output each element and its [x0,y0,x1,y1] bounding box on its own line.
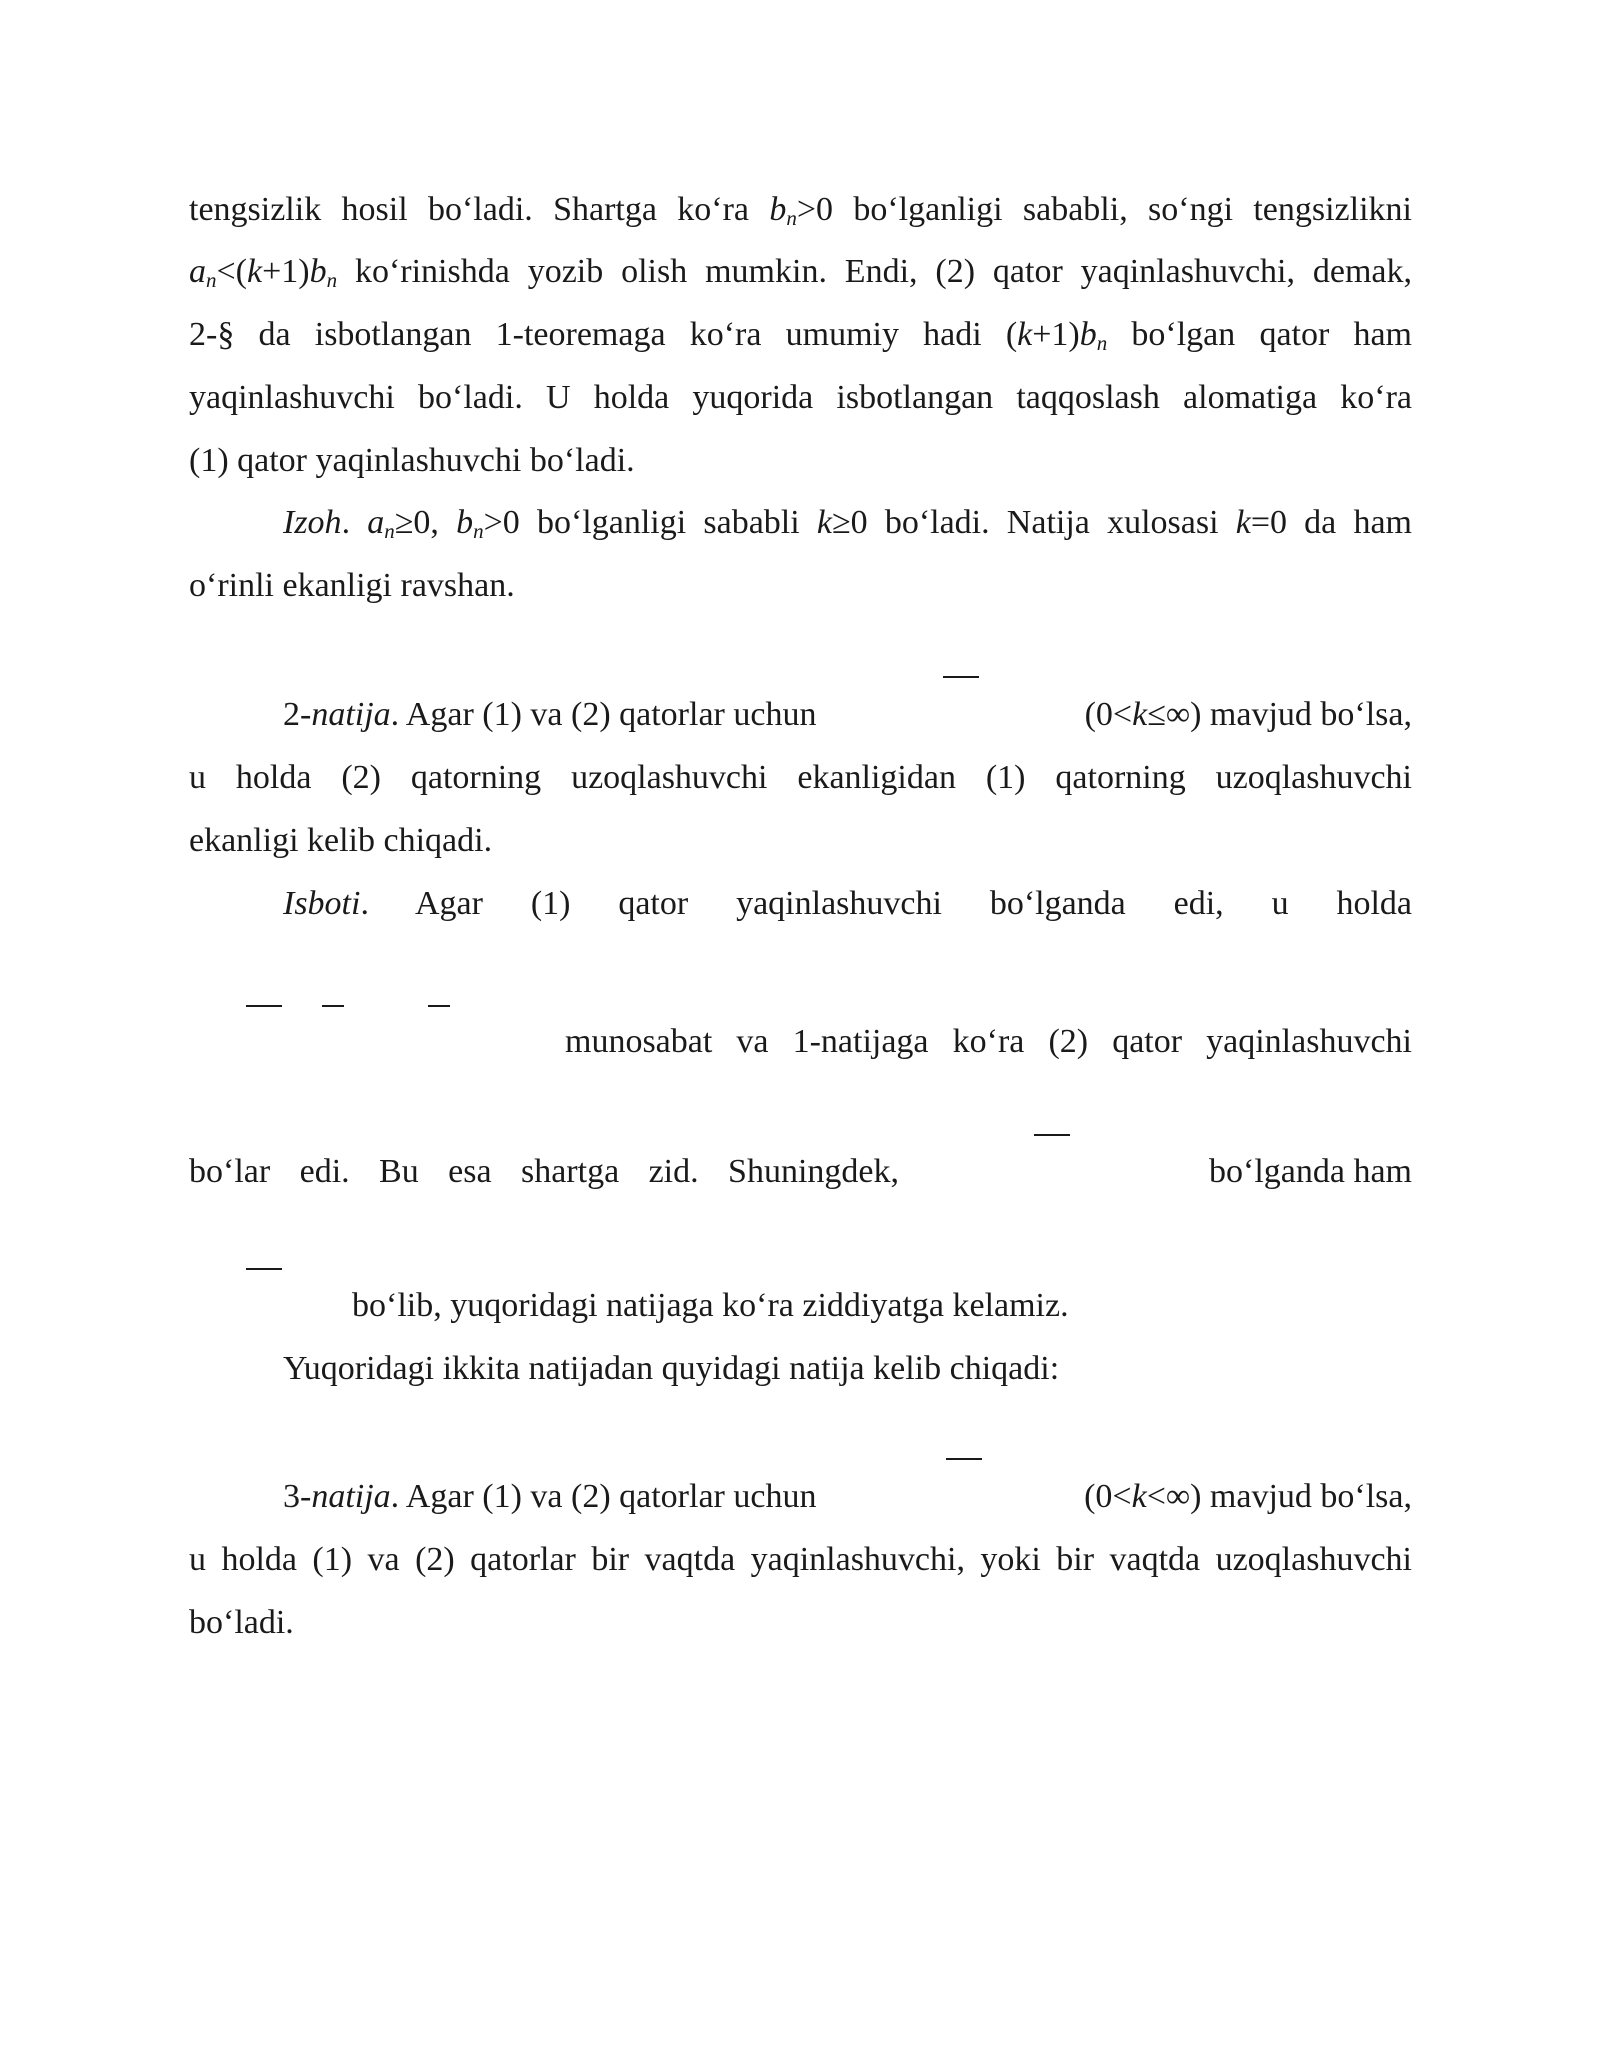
summary-line: Yuqoridagi ikkita natijadan quyidagi natija kelib chiqadi: [283,1350,1060,1387]
isboti-line3b: bo‘lganda ham [1209,1153,1412,1190]
izoh-line1: Izoh. $a_n\ge 0$, $b_n>0$ bo‘lganligi sababli k≥0 bo‘ladi. Natija xulosasi k=0 da ham [283,504,1412,543]
natija3-line2: u holda (1) va (2) qatorlar bir vaqtda yaqinlashuvchi, yoki bir vaqtda uzoqlashuvchi [189,1541,1412,1578]
paragraph1-line4: yaqinlashuvchi bo‘ladi. U holda yuqorida isbotlangan taqqoslash alomatiga ko‘ra [189,379,1412,416]
isboti-line1: Isboti. Agar (1) qator yaqinlashuvchi bo‘lganda edi, u holda [283,885,1412,922]
fraction-bar [322,1005,344,1007]
izoh-line2: o‘rinli ekanligi ravshan. [189,567,515,604]
natija3-line1a: 3-natija. Agar (1) va (2) qatorlar uchun [283,1478,817,1515]
fraction-bar [943,676,979,678]
natija2-line3: ekanligi kelib chiqadi. [189,822,493,859]
fraction-bar [246,1268,282,1270]
isboti-line3a: bo‘lar edi. Bu esa shartga zid. Shuningdek, [189,1153,899,1190]
natija2-line2: u holda (2) qatorning uzoqlashuvchi ekanligidan (1) qatorning uzoqlashuvchi [189,759,1412,796]
natija2-line1b: (0<k≤∞) mavjud bo‘lsa, [1084,696,1412,733]
paragraph1-line3: 2-§ da isbotlangan 1-teoremaga ko‘ra umumiy hadi $(k+1)b_n$ bo‘lgan qator ham [189,316,1412,355]
fraction-bar [946,1458,982,1460]
fraction-bar [246,1005,282,1007]
paragraph1-line5: (1) qator yaqinlashuvchi bo‘ladi. [189,442,635,479]
isboti-line2: munosabat va 1-natijaga ko‘ra (2) qator yaqinlashuvchi [565,1023,1412,1060]
natija3-line3: bo‘ladi. [189,1604,294,1641]
natija3-line1b: (0<k<∞) mavjud bo‘lsa, [1084,1478,1412,1515]
fraction-bar [428,1005,450,1007]
natija2-line1a: 2-natija. Agar (1) va (2) qatorlar uchun [283,696,817,733]
isboti-line4: bo‘lib, yuqoridagi natijaga ko‘ra ziddiyatga kelamiz. [352,1287,1069,1324]
paragraph1-line1: tengsizlik hosil bo‘ladi. Shartga ko‘ra $b_n>0$ bo‘lganligi sababli, so‘ngi tengsizlikni [189,191,1412,230]
paragraph1-line2: $a_n<(k+1)b_n$ ko‘rinishda yozib olish mumkin. Endi, (2) qator yaqinlashuvchi, demak, [189,253,1412,292]
fraction-bar [1034,1134,1070,1136]
